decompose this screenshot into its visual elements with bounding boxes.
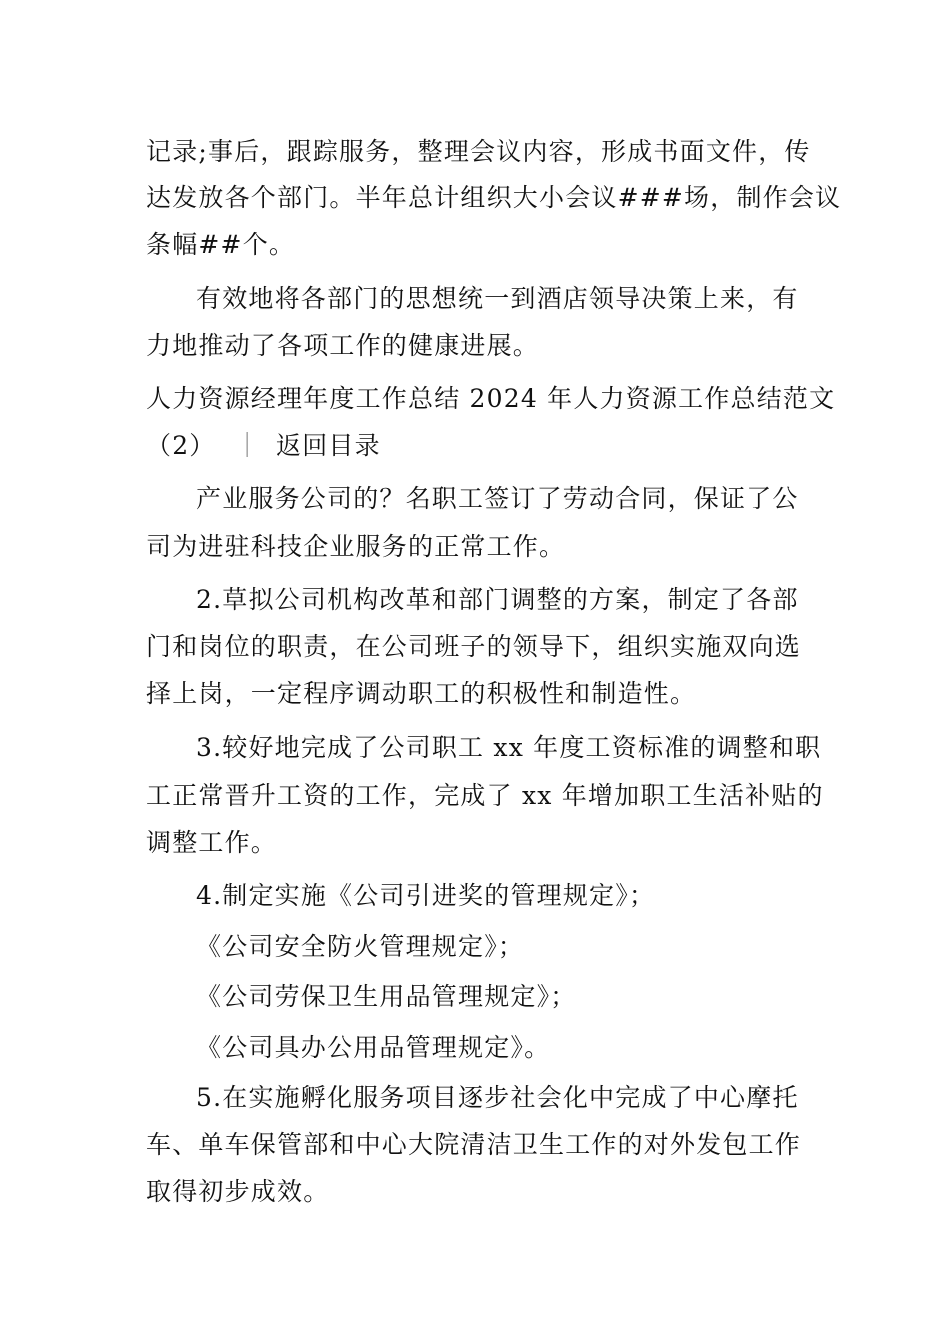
separator: ｜ [234,431,261,460]
paragraph-line: 产业服务公司的？名职工签订了劳动合同，保证了公 [196,484,799,513]
paragraph-line: 司为进驻科技企业服务的正常工作。 [146,532,566,561]
paragraph-line: 条幅##个。 [146,230,296,259]
paragraph-line: 达发放各个部门。半年总计组织大小会议###场，制作会议 [146,183,842,212]
list-item-line: 《公司劳保卫生用品管理规定》； [196,982,577,1011]
heading-number: （2） [146,431,216,460]
paragraph-line: 有效地将各部门的思想统一到酒店领导决策上来，有 [196,284,799,313]
list-item-line: 择上岗，一定程序调动职工的积极性和制造性。 [146,679,697,708]
list-item-line: 取得初步成效。 [146,1177,330,1206]
list-item: 2.草拟公司机构改革和部门调整的方案，制定了各部 [196,585,799,614]
back-to-toc-link[interactable]: 返回目录 [276,431,381,460]
list-item: 5.在实施孵化服务项目逐步社会化中完成了中心摩托 [196,1083,799,1112]
paragraph-line: 记录;事后，跟踪服务，整理会议内容，形成书面文件，传 [146,137,811,166]
paragraph-line: 力地推动了各项工作的健康进展。 [146,331,540,360]
section-heading: 人力资源经理年度工作总结 2024 年人力资源工作总结范文 [146,384,836,413]
list-item-line: 《公司具办公用品管理规定》。 [196,1033,551,1062]
list-item-line: 调整工作。 [146,828,278,857]
list-item-line: 《公司安全防火管理规定》； [196,932,525,961]
list-item-line: 车、单车保管部和中心大院清洁卫生工作的对外发包工作 [146,1130,802,1159]
list-item-line: 门和岗位的职责，在公司班子的领导下，组织实施双向选 [146,632,802,661]
section-heading-cont [146,431,381,461]
list-item: 4.制定实施《公司引进奖的管理规定》； [196,881,656,910]
list-item: 3.较好地完成了公司职工 xx 年度工资标准的调整和职 [196,733,822,762]
list-item-line: 工正常晋升工资的工作，完成了 xx 年增加职工生活补贴的 [146,781,824,810]
